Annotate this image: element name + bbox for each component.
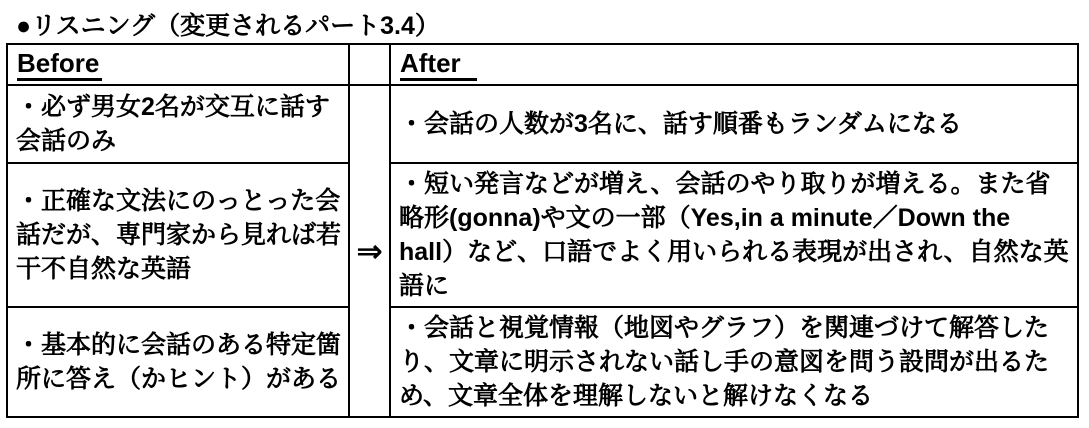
after-cell-2: ・短い発言などが増え、会話のやり取りが増える。また省略形(gonna)や文の一部（Yes,in a minute／Down the hall）など、口語でよく用いられる表現が出され、自然な英語に <box>390 163 1078 307</box>
before-column-header: Before <box>17 49 102 81</box>
arrow-cell <box>349 85 390 417</box>
after-column-header: After <box>400 49 477 81</box>
before-cell-1: ・必ず男女2名が交互に話す会話のみ <box>7 85 349 163</box>
table-row <box>7 163 1078 307</box>
page-title: ●リスニング（変更されるパート3.4） <box>16 12 440 40</box>
header-cell-spacer <box>349 44 390 85</box>
header-cell-before <box>7 44 349 85</box>
after-cell-3: ・会話と視覚情報（地図やグラフ）を関連づけて解答したり、文章に明示されない話し手の意図を問う設問が出るため、文章全体を理解しないと解けなくなる <box>390 307 1078 417</box>
header-cell-after <box>390 44 1078 85</box>
before-cell-2: ・正確な文法にのっとった会話だが、専門家から見れば若干不自然な英語 <box>7 163 349 307</box>
before-cell-3: ・基本的に会話のある特定箇所に答え（かヒント）がある <box>7 307 349 417</box>
after-cell-1: ・会話の人数が3名に、話す順番もランダムになる <box>390 85 1078 163</box>
right-double-arrow-icon: ⇒ <box>356 233 383 269</box>
table-row <box>7 85 1078 163</box>
table-row <box>7 307 1078 417</box>
table-header-row <box>7 44 1078 85</box>
before-after-table <box>6 43 1079 418</box>
